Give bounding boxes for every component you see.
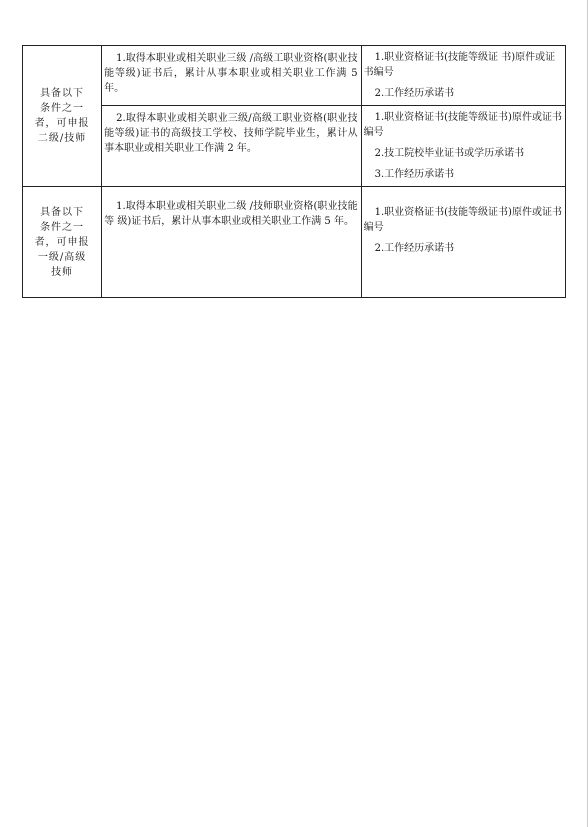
requirements-table — [22, 45, 566, 298]
requirement-cell — [102, 106, 361, 187]
materials-cell — [361, 46, 565, 106]
table-row — [23, 106, 566, 187]
condition-line: 条件之一 — [40, 103, 85, 114]
condition-cell — [23, 46, 102, 187]
requirement-text: 2.取得本职业或相关职业三级/高级工职业资格(职业技能等级)证书的高级技工学校、技师学院毕业生，累计从事本职业或相关职业工作满 2 年。 — [104, 113, 358, 154]
material-item: 2.工作经历承诺书 — [374, 88, 455, 99]
condition-line: 条件之一 — [40, 221, 85, 233]
table-row — [23, 46, 566, 106]
requirement-text: 1.取得本职业或相关职业三级 /高级工职业资格(职业技能等级)证书后，累计从事本职业或相关职业工作满 5 年。 — [104, 53, 358, 94]
condition-line: 一级/高级 — [37, 251, 87, 263]
condition-line: 者，可申报 — [34, 236, 90, 248]
condition-line: 具备以下 — [40, 88, 85, 99]
condition-line: 技师 — [51, 266, 74, 278]
material-item: 2.工作经历承诺书 — [374, 243, 455, 254]
material-item: 2.技工院校毕业证书或学历承诺书 — [374, 148, 525, 159]
material-item: 1.职业资格证书(技能等级证 书)原件或证书编号 — [363, 52, 556, 78]
condition-cell — [23, 187, 102, 298]
condition-line: 二级/技师 — [37, 133, 87, 144]
requirement-cell — [102, 187, 361, 298]
materials-cell — [361, 106, 565, 187]
table-row — [23, 187, 566, 298]
condition-line: 者，可申报 — [34, 118, 90, 129]
requirement-cell — [102, 46, 361, 106]
material-item: 3.工作经历承诺书 — [374, 169, 455, 180]
materials-cell — [361, 187, 565, 298]
material-item: 1.职业资格证书(技能等级证书)原件或证书编号 — [363, 207, 562, 233]
requirement-text: 1.取得本职业或相关职业二级 /技师职业资格(职业技能等 级)证书后，累计从事本职业或相关职业工作满 5 年。 — [104, 201, 358, 227]
condition-line: 具备以下 — [40, 206, 85, 218]
material-item: 1.职业资格证书(技能等级证书)原件或证书编号 — [363, 112, 562, 138]
